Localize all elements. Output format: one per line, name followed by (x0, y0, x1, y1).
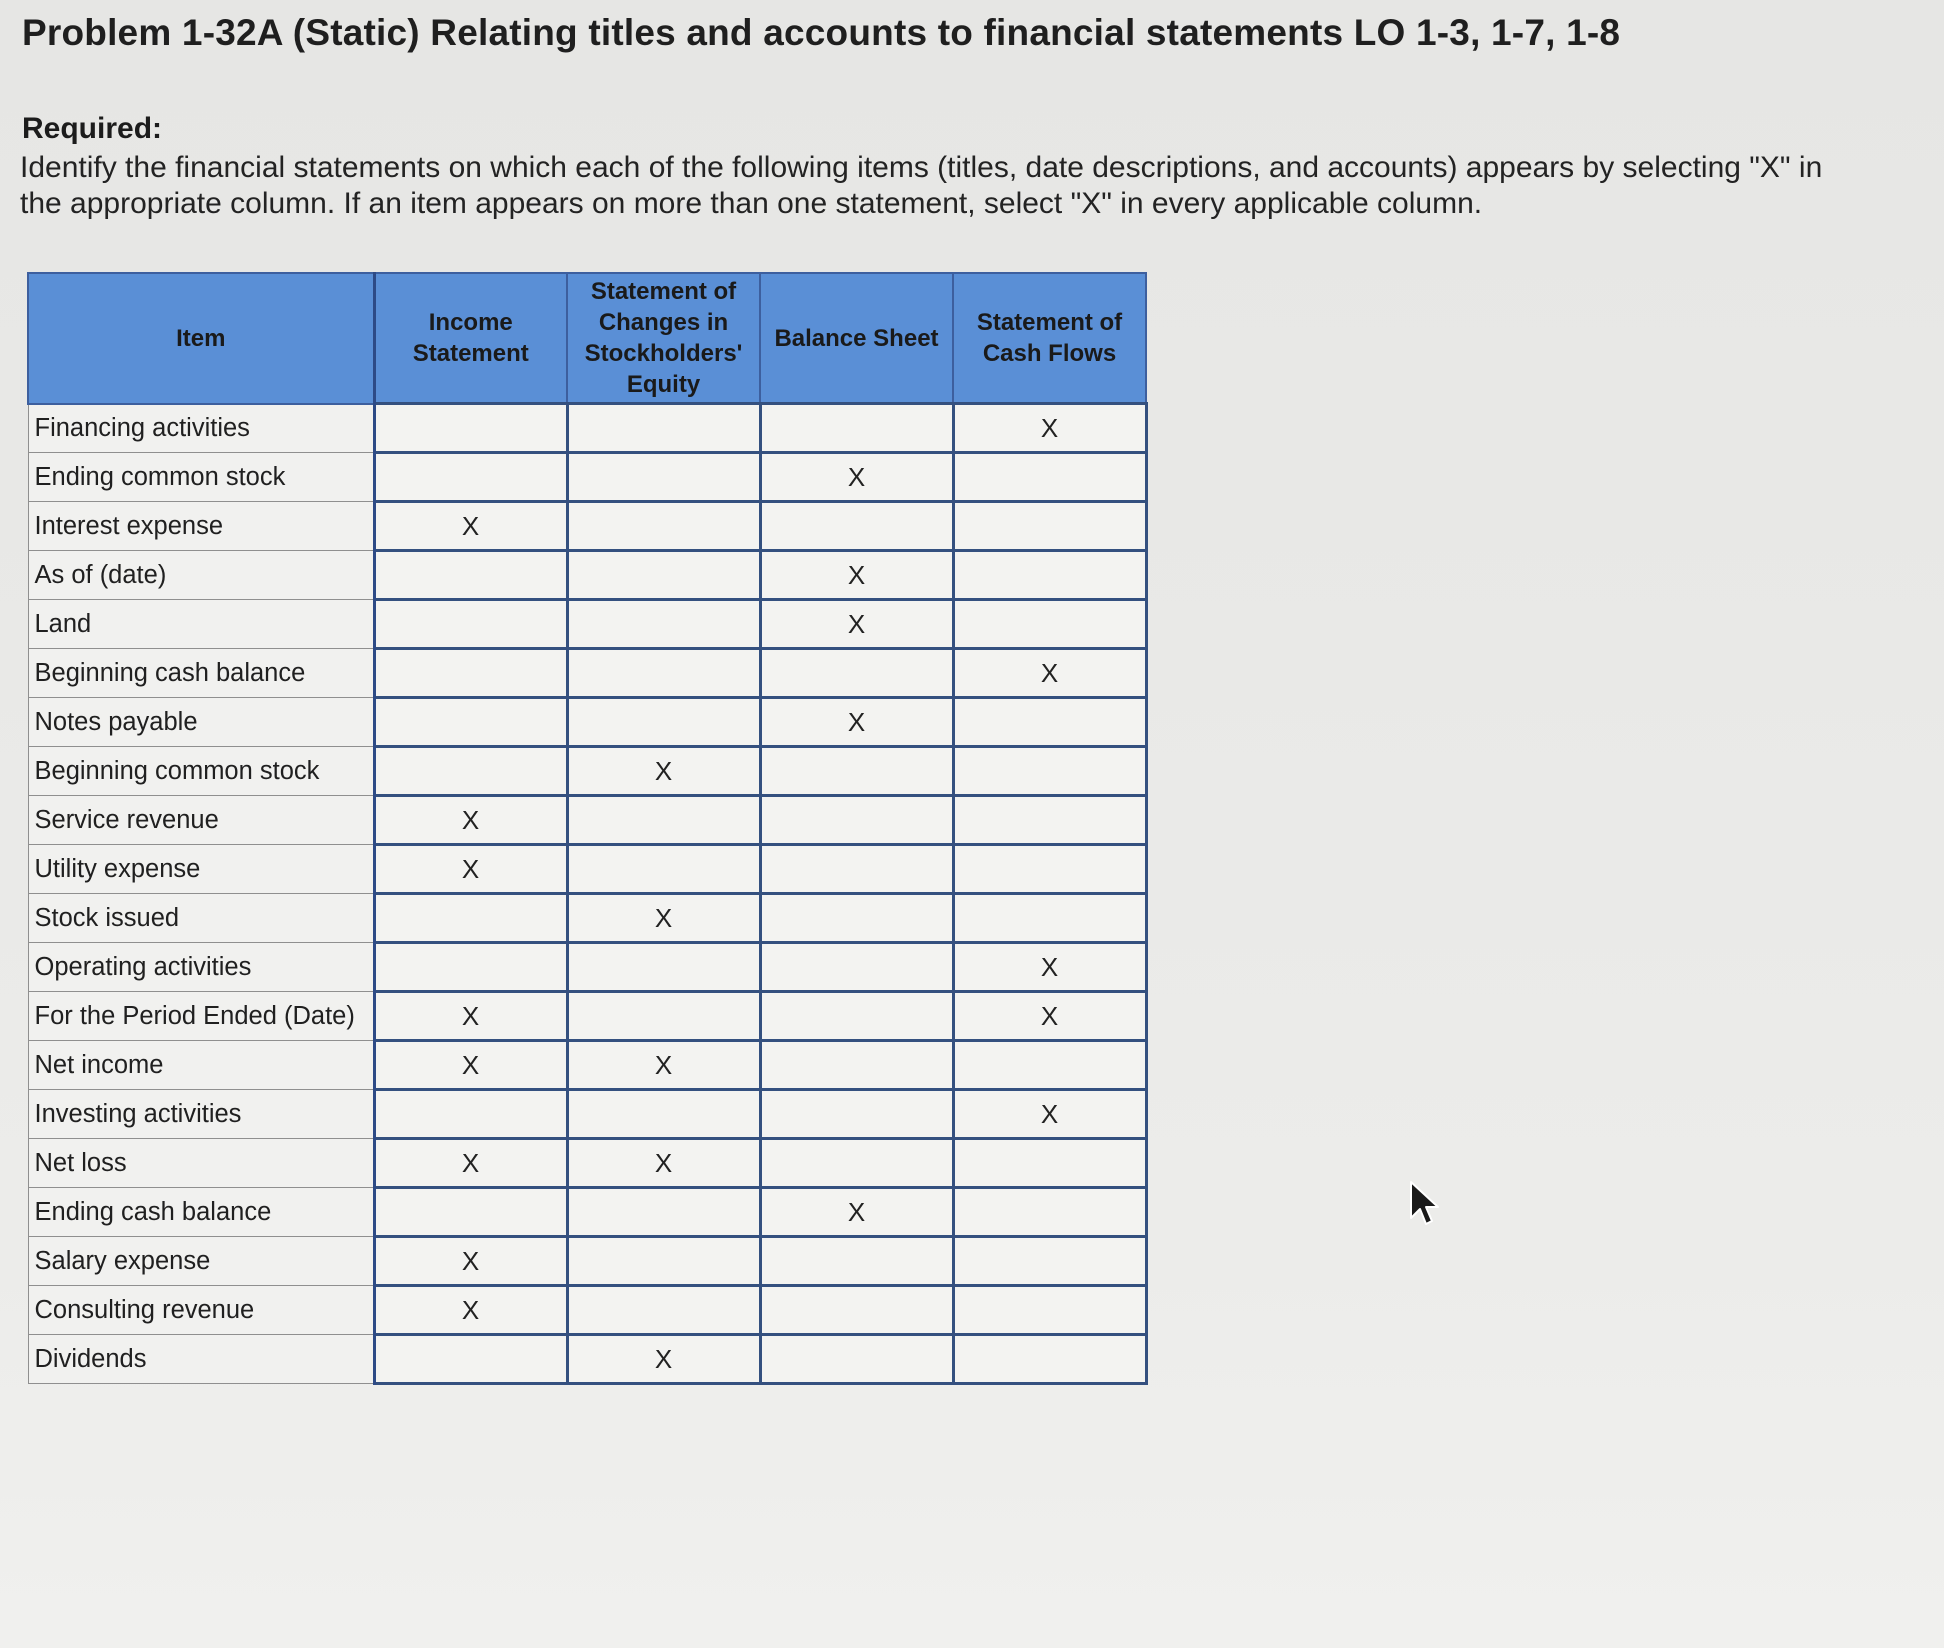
table-row (28, 1286, 1146, 1335)
cash-flows-selection-cell[interactable] (953, 551, 1146, 600)
cash-flows-selection-cell[interactable] (953, 796, 1146, 845)
item-label: Beginning common stock (28, 747, 374, 796)
cash-flows-selection-cell[interactable] (953, 698, 1146, 747)
item-label: Stock issued (28, 894, 374, 943)
cash-flows-selection-cell[interactable]: X (953, 404, 1146, 453)
cash-flows-selection-cell[interactable] (953, 747, 1146, 796)
balance-sheet-selection-cell[interactable] (760, 796, 953, 845)
table-row (28, 502, 1146, 551)
item-label: Service revenue (28, 796, 374, 845)
cash-flows-selection-cell[interactable] (953, 600, 1146, 649)
income-statement-selection-cell[interactable] (374, 747, 567, 796)
income-statement-selection-cell[interactable]: X (374, 1041, 567, 1090)
cash-flows-selection-cell[interactable] (953, 1041, 1146, 1090)
balance-sheet-selection-cell[interactable] (760, 992, 953, 1041)
column-header-item: Item (28, 273, 374, 404)
stockholders-equity-selection-cell[interactable] (567, 1188, 760, 1237)
balance-sheet-selection-cell[interactable] (760, 894, 953, 943)
stockholders-equity-selection-cell[interactable]: X (567, 1335, 760, 1384)
item-label: Ending common stock (28, 453, 374, 502)
balance-sheet-selection-cell[interactable] (760, 1090, 953, 1139)
balance-sheet-selection-cell[interactable] (760, 1335, 953, 1384)
cash-flows-selection-cell[interactable] (953, 845, 1146, 894)
table-row (28, 894, 1146, 943)
cash-flows-selection-cell[interactable] (953, 1237, 1146, 1286)
table-row (28, 551, 1146, 600)
required-label: Required: (22, 112, 163, 145)
income-statement-selection-cell[interactable] (374, 1335, 567, 1384)
item-label: Consulting revenue (28, 1286, 374, 1335)
cash-flows-selection-cell[interactable]: X (953, 649, 1146, 698)
stockholders-equity-selection-cell[interactable] (567, 1286, 760, 1335)
balance-sheet-selection-cell[interactable] (760, 747, 953, 796)
balance-sheet-selection-cell[interactable]: X (760, 600, 953, 649)
column-header-income-statement: Income Statement (374, 273, 567, 404)
item-label: Net loss (28, 1139, 374, 1188)
column-header-balance-sheet: Balance Sheet (760, 273, 953, 404)
cash-flows-selection-cell[interactable] (953, 453, 1146, 502)
column-header-cash-flows: Statement of Cash Flows (953, 273, 1146, 404)
income-statement-selection-cell[interactable] (374, 894, 567, 943)
column-header-stockholders-equity: Statement of Changes in Stockholders' Equity (567, 273, 760, 404)
balance-sheet-selection-cell[interactable] (760, 943, 953, 992)
cash-flows-selection-cell[interactable] (953, 1335, 1146, 1384)
item-label: Operating activities (28, 943, 374, 992)
income-statement-selection-cell[interactable] (374, 453, 567, 502)
cash-flows-selection-cell[interactable] (953, 1188, 1146, 1237)
stockholders-equity-selection-cell[interactable] (567, 845, 760, 894)
balance-sheet-selection-cell[interactable]: X (760, 453, 953, 502)
income-statement-selection-cell[interactable]: X (374, 1286, 567, 1335)
table-row (28, 698, 1146, 747)
stockholders-equity-selection-cell[interactable] (567, 502, 760, 551)
stockholders-equity-selection-cell[interactable] (567, 600, 760, 649)
balance-sheet-selection-cell[interactable] (760, 649, 953, 698)
table-row (28, 747, 1146, 796)
cash-flows-selection-cell[interactable]: X (953, 943, 1146, 992)
table-row (28, 992, 1146, 1041)
income-statement-selection-cell[interactable]: X (374, 992, 567, 1041)
stockholders-equity-selection-cell[interactable] (567, 943, 760, 992)
table-row (28, 1041, 1146, 1090)
income-statement-selection-cell[interactable] (374, 649, 567, 698)
balance-sheet-selection-cell[interactable] (760, 404, 953, 453)
instructions-text: Identify the financial statements on which each of the following items (titles, date descriptions, and accounts) appears by selecting "X" in the appropriate column. If an item appears on more than one statement, select "X" in every applicable column. (20, 151, 1823, 220)
item-label: As of (date) (28, 551, 374, 600)
balance-sheet-selection-cell[interactable]: X (760, 698, 953, 747)
table-row (28, 404, 1146, 453)
cash-flows-selection-cell[interactable]: X (953, 992, 1146, 1041)
cash-flows-selection-cell[interactable]: X (953, 1090, 1146, 1139)
stockholders-equity-selection-cell[interactable] (567, 992, 760, 1041)
item-label: For the Period Ended (Date) (28, 992, 374, 1041)
item-label: Utility expense (28, 845, 374, 894)
balance-sheet-selection-cell[interactable]: X (760, 551, 953, 600)
item-label: Ending cash balance (28, 1188, 374, 1237)
page-title: Problem 1-32A (Static) Relating titles and accounts to financial statements LO 1-3, 1-7, 1-8 (22, 12, 1621, 53)
table-row (28, 1335, 1146, 1384)
table-row (28, 649, 1146, 698)
income-statement-selection-cell[interactable] (374, 698, 567, 747)
income-statement-selection-cell[interactable]: X (374, 845, 567, 894)
income-statement-selection-cell[interactable]: X (374, 796, 567, 845)
item-label: Financing activities (28, 404, 374, 453)
stockholders-equity-selection-cell[interactable] (567, 1237, 760, 1286)
stockholders-equity-selection-cell[interactable] (567, 698, 760, 747)
stockholders-equity-selection-cell[interactable] (567, 453, 760, 502)
item-label: Notes payable (28, 698, 374, 747)
table-row (28, 453, 1146, 502)
table-row (28, 600, 1146, 649)
stockholders-equity-selection-cell[interactable]: X (567, 747, 760, 796)
item-label: Land (28, 600, 374, 649)
stockholders-equity-selection-cell[interactable] (567, 404, 760, 453)
income-statement-selection-cell[interactable]: X (374, 502, 567, 551)
income-statement-selection-cell[interactable] (374, 551, 567, 600)
balance-sheet-selection-cell[interactable] (760, 1286, 953, 1335)
income-statement-selection-cell[interactable] (374, 1188, 567, 1237)
table-row (28, 943, 1146, 992)
balance-sheet-selection-cell[interactable] (760, 845, 953, 894)
cash-flows-selection-cell[interactable] (953, 1286, 1146, 1335)
stockholders-equity-selection-cell[interactable] (567, 1090, 760, 1139)
table-row (28, 1139, 1146, 1188)
item-label: Interest expense (28, 502, 374, 551)
stockholders-equity-selection-cell[interactable]: X (567, 894, 760, 943)
stockholders-equity-selection-cell[interactable]: X (567, 1139, 760, 1188)
income-statement-selection-cell[interactable]: X (374, 1237, 567, 1286)
balance-sheet-selection-cell[interactable] (760, 502, 953, 551)
table-row (28, 1188, 1146, 1237)
table-row (28, 845, 1146, 894)
item-label: Investing activities (28, 1090, 374, 1139)
balance-sheet-selection-cell[interactable]: X (760, 1188, 953, 1237)
stockholders-equity-selection-cell[interactable] (567, 649, 760, 698)
item-label: Dividends (28, 1335, 374, 1384)
table-row (28, 1237, 1146, 1286)
income-statement-selection-cell[interactable]: X (374, 1139, 567, 1188)
item-label: Salary expense (28, 1237, 374, 1286)
stockholders-equity-selection-cell[interactable] (567, 551, 760, 600)
income-statement-selection-cell[interactable] (374, 600, 567, 649)
mouse-pointer-icon (1408, 1180, 1440, 1228)
stockholders-equity-selection-cell[interactable]: X (567, 1041, 760, 1090)
statements-table (27, 272, 1148, 1385)
item-label: Net income (28, 1041, 374, 1090)
income-statement-selection-cell[interactable] (374, 943, 567, 992)
table-row (28, 796, 1146, 845)
table-header-row (28, 273, 1146, 404)
balance-sheet-selection-cell[interactable] (760, 1139, 953, 1188)
income-statement-selection-cell[interactable] (374, 404, 567, 453)
cash-flows-selection-cell[interactable] (953, 1139, 1146, 1188)
cash-flows-selection-cell[interactable] (953, 502, 1146, 551)
stockholders-equity-selection-cell[interactable] (567, 796, 760, 845)
table-body (28, 404, 1146, 1384)
table-row (28, 1090, 1146, 1139)
cash-flows-selection-cell[interactable] (953, 894, 1146, 943)
item-label: Beginning cash balance (28, 649, 374, 698)
balance-sheet-selection-cell[interactable] (760, 1041, 953, 1090)
balance-sheet-selection-cell[interactable] (760, 1237, 953, 1286)
income-statement-selection-cell[interactable] (374, 1090, 567, 1139)
